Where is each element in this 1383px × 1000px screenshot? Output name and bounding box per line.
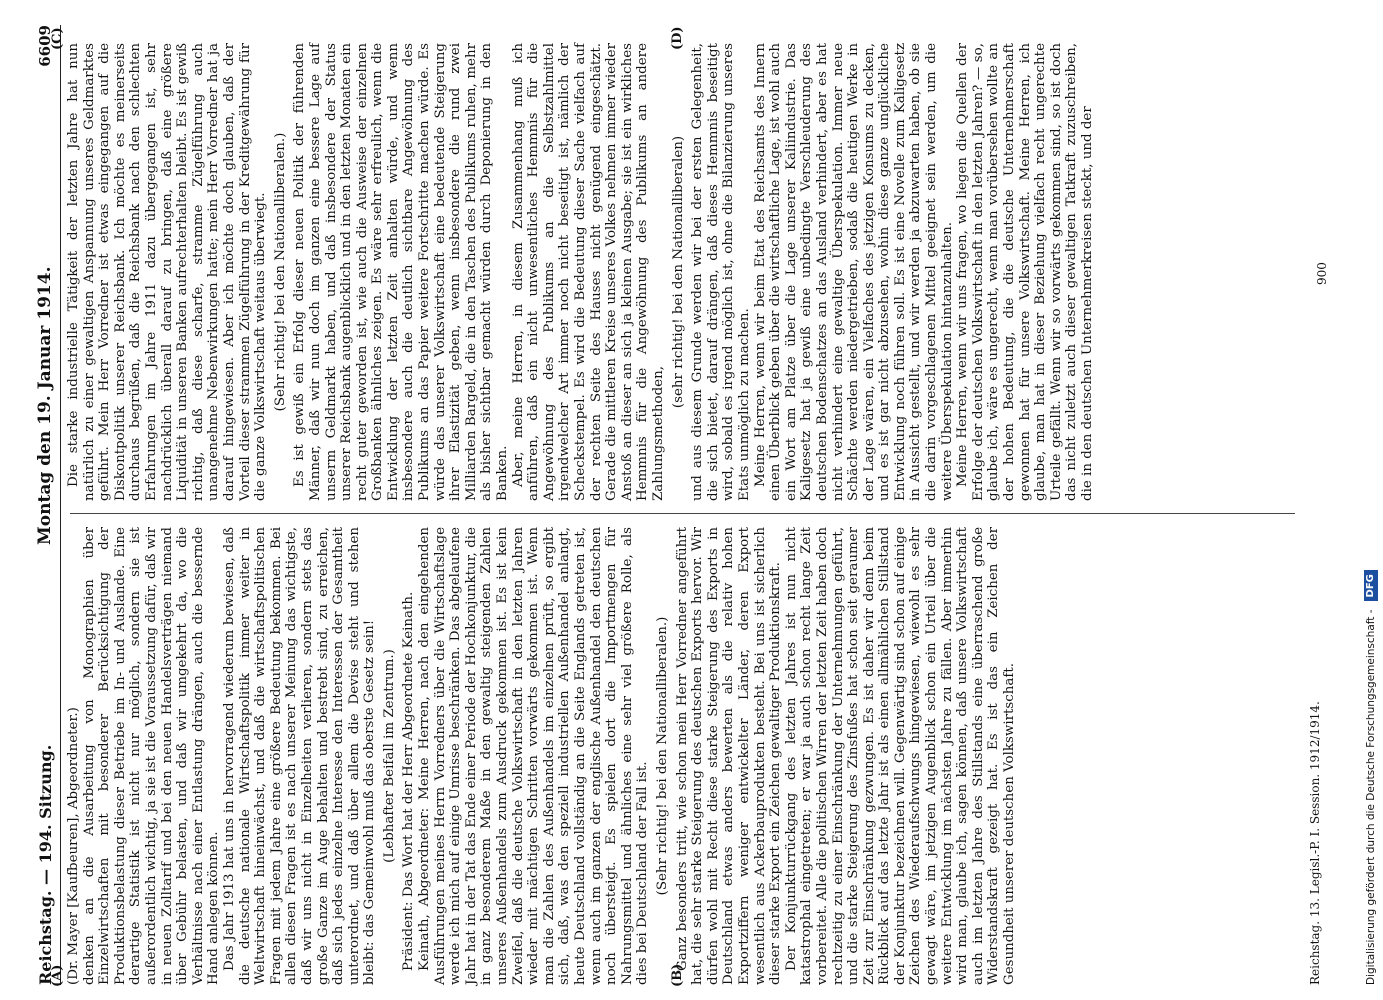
left-paragraph-5: Der Konjunkturrückgang des letzten Jahres ist nun nicht katastrophal eingetreten; er war ja auch schon recht lange Zeit vorbereitet. Alle die politischen Wirren der letzten Zeit haben doch rechtzeitig zu einer Einschränkung der Unternehmungen geführt, und die starke Steigerung des Zinsfußes hat schon seit geraumer Zeit zur Einschränkung gezwungen. Es ist daher wir denn beim Rückblick auf das letzte Jahr ist als einen allmählichen Stillstand der Konjunktur bezeichnen will. Gegenwärtig sind schon auf einige Zeichen des Wiederaufschwungs hingewiesen, wiewohl es sehr gewagt wäre, im jetzigen Augenblick schon ein Urteil über die weitere Entwicklung im nächsten Jahre zu fällen. Aber immerhin wird man, glaube ich, sagen können, daß unsere Volkswirtschaft auch im letzten Jahre des Stillstands eine überraschend große Widerstandskraft gezeigt hat. Es ist das ein Zeichen der Gesundheit unserer deutschen Volkswirtschaft. [783,527,1018,985]
left-column [66,527,1018,985]
margin-marker-d: (D) [670,26,685,50]
applause-note-1: (Lebhafter Beifall im Zentrum.) [381,649,397,863]
right-column [66,43,1096,501]
dfg-logo: DFG [1364,570,1378,601]
right-paragraph-6: Meine Herren, wenn wir uns fragen, wo liegen die Quellen der Erfolge der deutschen Volkswirtschaft in den letzten Jahren? — so, glaube ich, wäre es ungerecht, wenn man vorübersehen wollte an der hohen Bedeutung, die die deutsche Unternehmerschaft gewonnen hat für unsere Volkswirtschaft. Meine Herren, ich glaube, man hat in dieser Beziehung vielfach recht ungerechte Urteile gefällt. Wenn wir so vorwärts gekommen sind, so ist doch das nicht zuletzt auch dieser gewaltigen Tatkraft zuzuschreiben, die in den deutschen Unternehmerkreisen steckt, und der [955,43,1095,501]
left-paragraph-4: Ganz besonders tritt, wie schon mein Herr Vorredner angeführt hat, die sehr starke Steigerung des deutschen Exports hervor. Wir dürfen wohl mit Recht diese starke Steigerung des Exports in Deutschland etwas anders bewerten als die relativ hohen Exportziffern weniger entwickelter Länder, deren Export wesentlich aus Ackerbauprodukten besteht. Bei uns ist sicherlich dieser starke Export ein Zeichen gewaltiger Produktionskraft. [674,527,784,985]
header-date: Montag den 19. Januar 1914. [35,266,55,546]
applause-note-4: (sehr richtig! bei den Nationalliberalen) [670,135,686,409]
speaker-note: (Dr. Mayer [Kaufbeuren], Abgeordneter.) [66,707,81,985]
applause-note-3: (Sehr richtig! bei den Nationalliberalen.) [272,132,288,412]
header-left: Reichstag. — 194. Sitzung. [35,744,55,985]
rotated-sheet [30,25,1350,985]
header-page-number: 6609 [36,25,54,67]
applause-note-2: (Sehr richtig! bei den Nationalliberalen.) [654,616,670,896]
footer-signature: 900 [1315,262,1329,285]
margin-marker-a: (A) [50,964,65,987]
margin-marker-b: (B) [670,963,685,987]
digitization-colophon [1358,10,1378,990]
left-paragraph-3: Keinath, Abgeordneter: Meine Herren, nach den eingehenden Ausführungen meines Herrn Vorredners über die Wirtschaftslage werde ich mich auf einige Umrisse beschränken. Das abgelaufene Jahr hat in der Tat das Ende einer Periode der Hochkonjunktur, die in ganz besonderem Maße in den gewaltig steigenden Zahlen unseres Außenhandels zum Ausdruck gekommen ist. Es ist kein Zweifel, daß die deutsche Volkswirtschaft in den letzten Jahren wieder mit mächtigen Schritten vorwärts gekommen ist. Wenn man die Zahlen des Außenhandels im einzelnen prüft, so ergibt sich, daß, was den speziell industriellen Außenhandel anlangt, heute Deutschland vollständig an die Seite Englands getreten ist, wenn auch im ganzen der englische Außenhandel den deutschen noch übersteigt. Es spielen dort die Importmengen für Nahrungsmittel und ähnliches eine sehr viel größere Rolle, als dies bei Deutschland der Fall ist. [417,527,651,985]
footer-session-line: Reichstag. 13. Legisl.-P. I. Session. 1912/1914. [1308,701,1322,985]
right-paragraph-1: Die starke industrielle Tätigkeit der letzten Jahre hat nun natürlich zu einer gewaltigen Anspannung unseres Geldmarktes geführt. Mein Herr Vorredner ist etwas eingegangen auf die Diskontpolitik unserer Reichsbank. Ich möchte es meinerseits durchaus begrüßen, daß die Reichsbank nach den schlechten Erfahrungen im Jahre 1911 dazu übergegangen ist, sehr nachdrücklich überall darauf zu bringen, daß eine größere Liquidität in unseren Banken aufrechterhalten bleibt. Es ist gewiß richtig, daß diese scharfe, stramme Zügelführung auch unangenehme Nebenwirkungen hatte; mein Herr Vorredner hat ja darauf hingewiesen. Aber ich möchte doch glauben, daß der Vorteil dieser strammen Zügelführung in der Kreditgewährung für die ganze Volkswirtschaft weitaus überwiegt. [66,43,269,501]
margin-marker-c: (C) [50,27,65,50]
right-paragraph-3: Aber, meine Herren, in diesem Zusammenhang muß ich anführen, daß ein nicht unwesentliches Hemmnis für die Angewöhnung des Publikums an die Selbstzahlmittel irgendwelcher Art immer noch nicht beseitigt ist, nämlich der Scheckstempel. Es wird die Bedeutung dieser Sache vielfach auf der rechten Seite des Hauses nicht genügend eingeschätzt. Gerade die mittleren Kreise unseres Volkes nehmen immer wieder Anstoß an dieser an sich ja kleinen Ausgabe; sie ist ein wirkliches Hemmnis für die Angewöhnung des Publikums an andere Zahlungsmethoden, [510,43,666,501]
left-paragraph-1: denken an die Ausarbeitung von Monographien über Einzelwirtschaften mit besonderer Berücksichtigung der Produktionsbelastung dieser Betriebe im In- und Auslande. Eine derartige Statistik ist nicht nur möglich, sondern sie ist außerordentlich wichtig, ja sie ist die Voraussetzung dafür, daß wir in neuen Zolltarif und bei den neuen Handelsverträgen niemand über Gebühr belasten, und daß wir umgekehrt da, wo die Verhältnisse nach einer Entlastung drängen, auch die bessernde Hand anlegen können. [81,527,222,985]
colophon-text: Digitalisierung gefördert durch die Deutsche Forschungsgemeinschaft - [1365,609,1377,985]
right-paragraph-4: und aus diesem Grunde werden wir bei der ersten Gelegenheit, die sich bietet, darauf drängen, daß dieses Hemmnis beseitigt wird, sobald es irgend möglich ist, ohne die Bilanzierung unseres Etats unmöglich zu machen. [690,43,752,501]
running-header [30,25,61,985]
column-divider [70,513,1295,514]
president-line: Präsident: Das Wort hat der Herr Abgeordnete Keinath. [401,591,417,971]
right-paragraph-5: Meine Herren, wenn wir beim Etat des Reichsamts des Innern einen Überblick geben über die wirtschaftliche Lage, ist wohl auch ein Wort am Platze über die Lage unserer Kaliindustrie. Das Kaligesetz hat ja gewiß eine unbedingte Verschleuderung des deutschen Bodenschatzes an das Ausland verhindert, aber es hat nicht verhindert eine gewaltige Überspekulation. Immer neue Schächte werden niedergetrieben, sodaß die heutigen Werke in der Lage wären, ein Vielfaches des jetzigen Konsums zu decken, und es ist gar nicht abzusehen, wohin diese ganze unglückliche Entwicklung noch führen soll. Es ist eine Novelle zum Kaligesetz in Aussicht gestellt, und wir werden ja abzuwarten haben, ob sie die darin vorgeschlagenen Mittel geeignet sein werden, um die weitere Überspekulation hintanzuhalten. [752,43,955,501]
right-paragraph-2: Es ist gewiß ein Erfolg dieser neuen Politik der führenden Männer, daß wir nun doch im ganzen eine bessere Lage auf unserm Geldmarkt haben, und daß insbesondere der Status unserer Reichsbank augenblicklich und in den letzten Monaten ein recht guter geworden ist, wie auch die Ausweise der einzelnen Großbanken ähnliches zeigen. Es wäre sehr erfreulich, wenn die Entwicklung der letzten Zeit anhalten würde, und wenn insbesondere auch die deutlich sichtbare Angewöhnung des Publikums an das Papier weitere Fortschritte machen würde. Es würde das unserer Volkswirtschaft eine bedeutende Steigerung ihrer Elastizität geben, wenn insbesondere die rund zwei Milliarden Bargeld, die in den Taschen des Publikums ruhen, mehr als bisher sichtbar gemacht würden durch Deponierung in den Banken. [292,43,511,501]
left-paragraph-2: Das Jahr 1913 hat uns in hervorragend wiederum bewiesen, daß die deutsche nationale Wirtschaftspolitik immer weiter in Weltwirtschaft hineinwächst, und daß die wirtschaftspolitischen Fragen mit jedem Jahre eine größere Bedeutung bekommen. Bei allen diesen Fragen ist es nach unserer Meinung das wichtigste, daß wir uns nicht in Einzelheiten verlieren, sondern stets das große Ganze im Auge behalten und bestrebt sind, zu erreichen, daß sich jedes einzelne Interesse den Interessen der Gesamtheit unterordnet, und daß über allem die Devise steht und stehen bleibt: das Gemeinwohl muß das oberste Gesetz sein! [221,527,378,985]
